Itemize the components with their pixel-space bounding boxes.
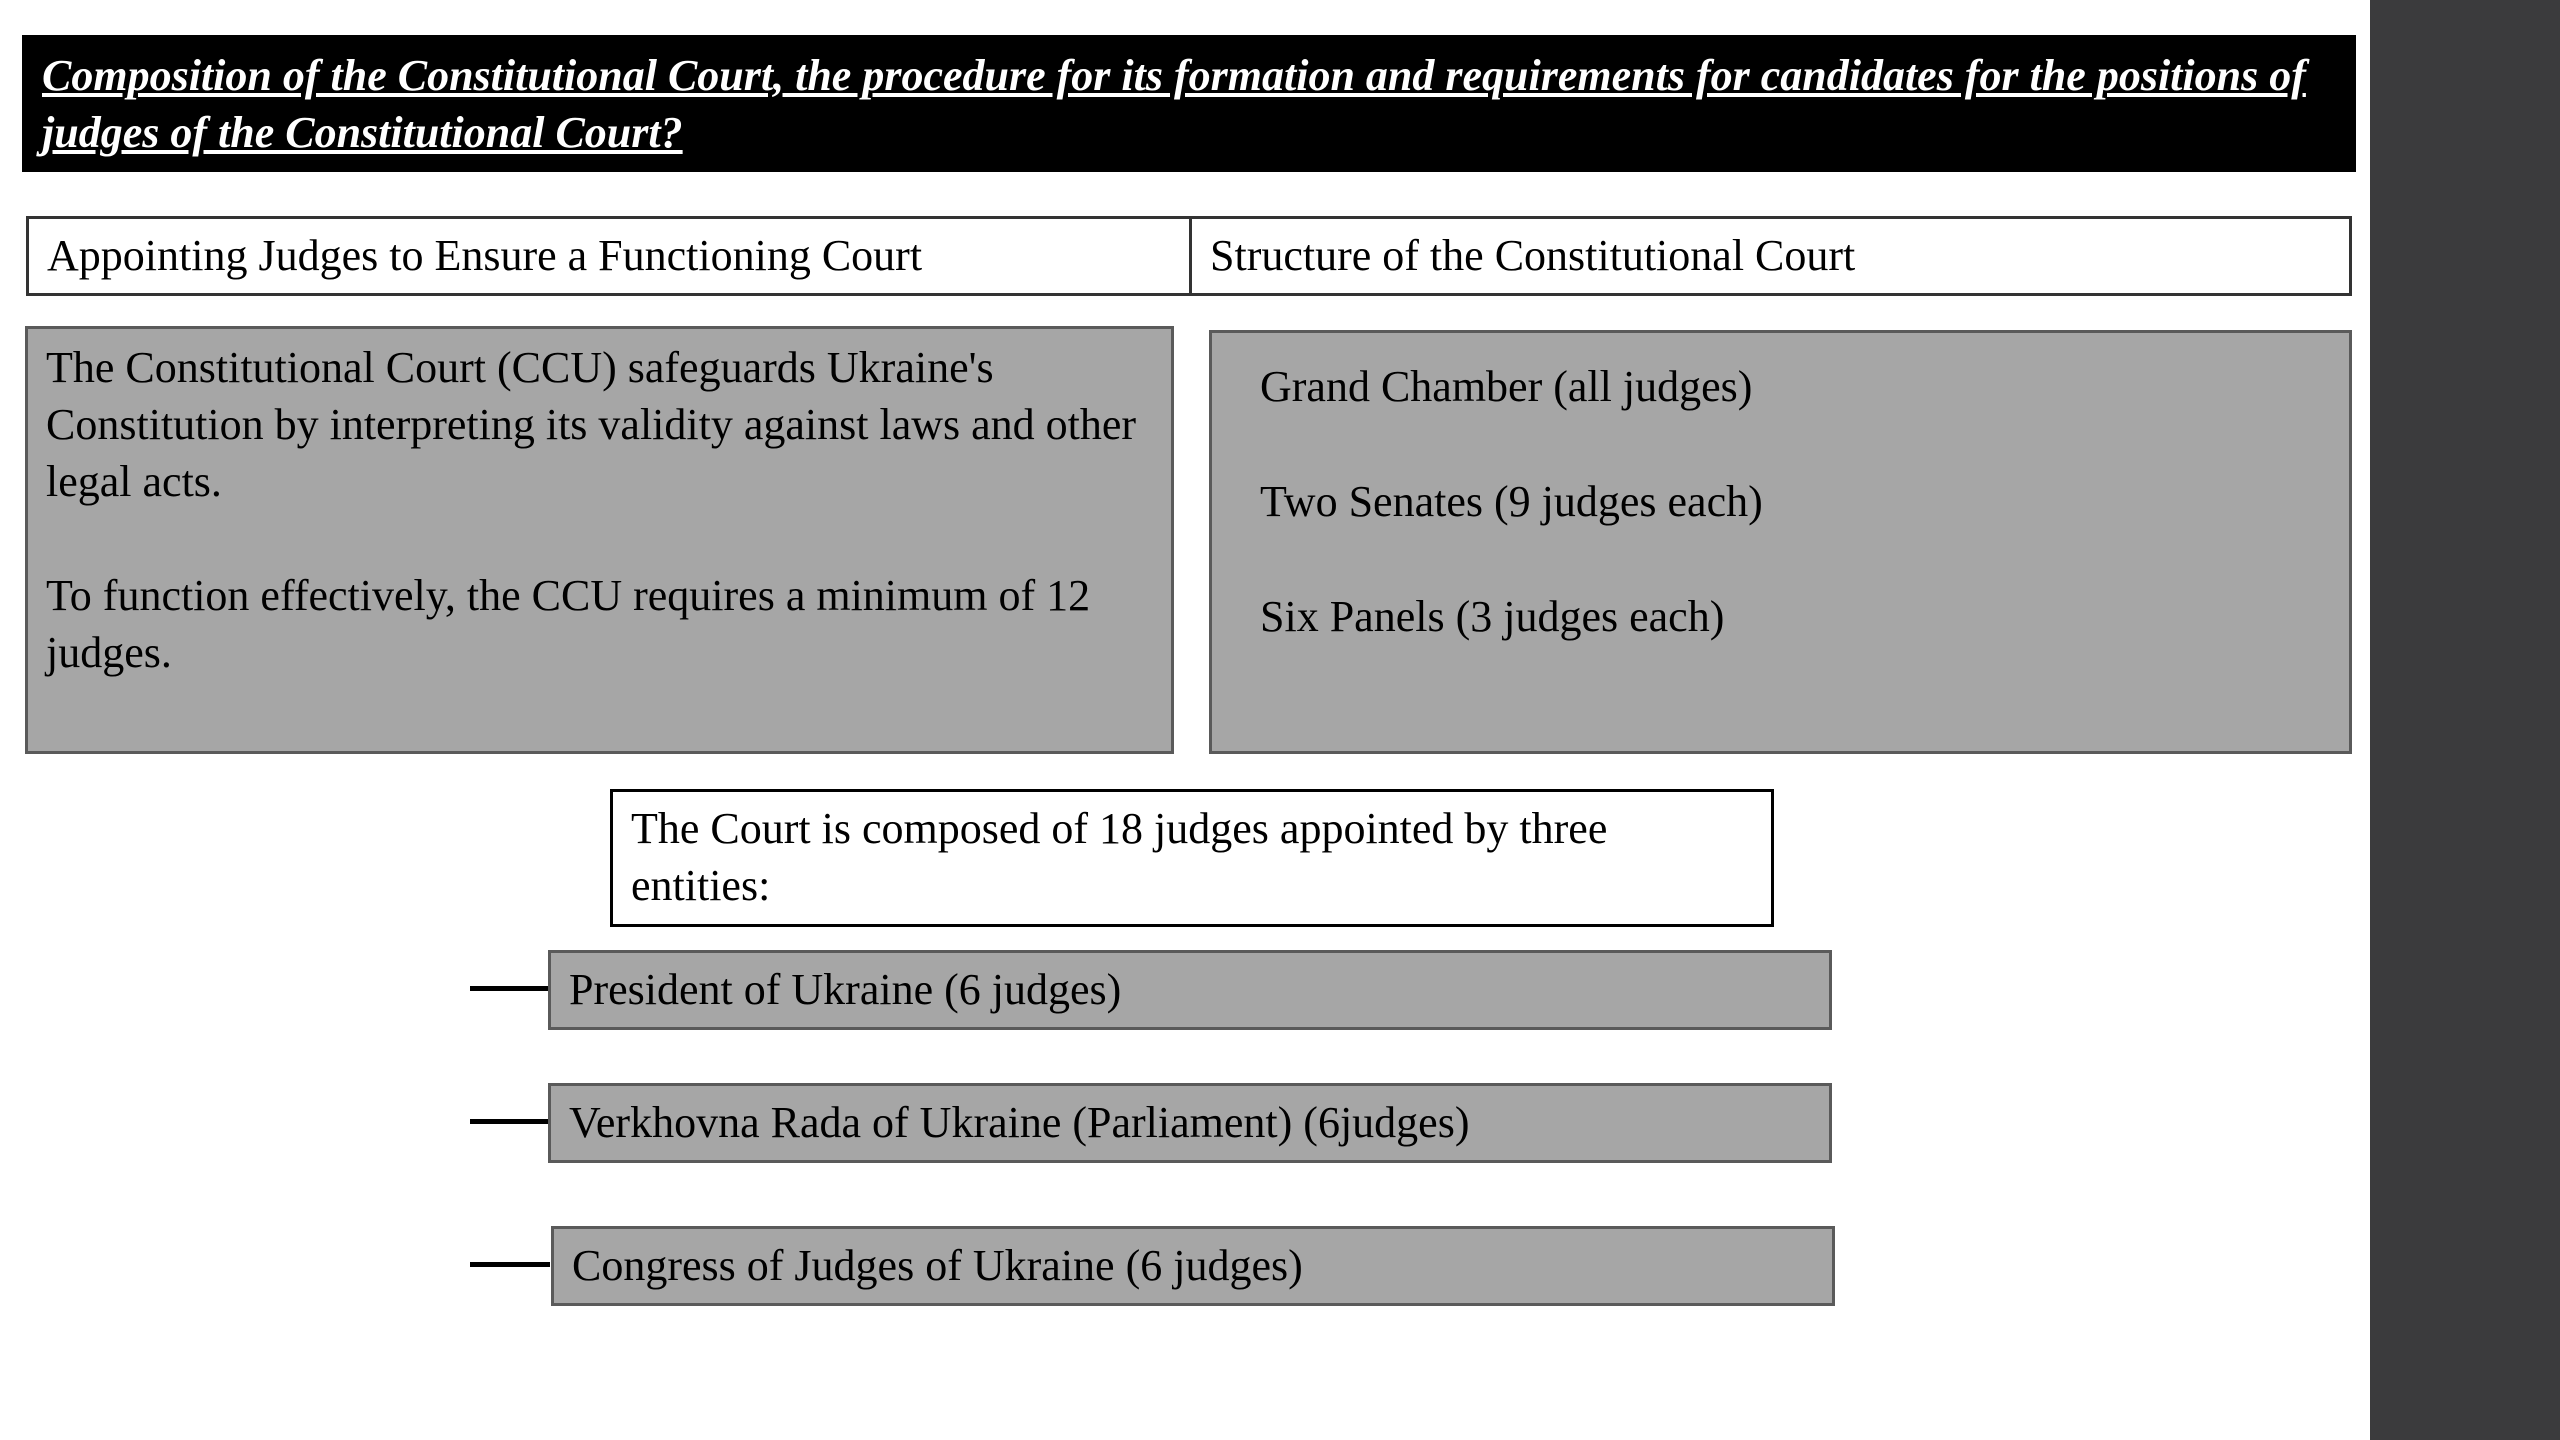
- connector-line: [470, 1262, 550, 1267]
- entity-row-congress: [470, 1226, 1834, 1306]
- description-paragraph: The Constitutional Court (CCU) safeguards Ukraine's Constitution by interpreting its validity against laws and other legal acts.: [46, 343, 1137, 506]
- connector-line: [470, 986, 550, 991]
- entity-box-parliament: Verkhovna Rada of Ukraine (Parliament) (6judges): [548, 1083, 1832, 1163]
- entity-box-president: President of Ukraine (6 judges): [548, 950, 1832, 1030]
- header-court-structure: Structure of the Constitutional Court: [1210, 231, 1856, 280]
- entity-box-congress: Congress of Judges of Ukraine (6 judges): [551, 1226, 1835, 1306]
- entity-row-parliament: [470, 1083, 1834, 1163]
- structure-item-grand-chamber: Grand Chamber (all judges): [1260, 362, 1753, 411]
- entity-row-president: [470, 950, 1834, 1030]
- side-panel: [2370, 0, 2560, 1440]
- slide-title: Composition of the Constitutional Court, the procedure for its formation and requirements for candidates for the positions of judges of the Constitutional Court?: [42, 51, 2306, 157]
- structure-item-senates: Two Senates (9 judges each): [1260, 477, 1763, 526]
- header-appointing-judges: Appointing Judges to Ensure a Functioning Court: [29, 219, 1192, 293]
- description-paragraph: To function effectively, the CCU requires a minimum of 12 judges.: [46, 571, 1091, 677]
- structure-item-panels: Six Panels (3 judges each): [1260, 592, 1725, 641]
- appointing-description-box: [25, 326, 1174, 754]
- section-header-row: [26, 216, 2352, 296]
- composition-statement-box: The Court is composed of 18 judges appointed by three entities:: [610, 789, 1774, 927]
- connector-line: [470, 1119, 550, 1124]
- court-structure-box: [1209, 330, 2352, 754]
- title-bar: [22, 35, 2356, 172]
